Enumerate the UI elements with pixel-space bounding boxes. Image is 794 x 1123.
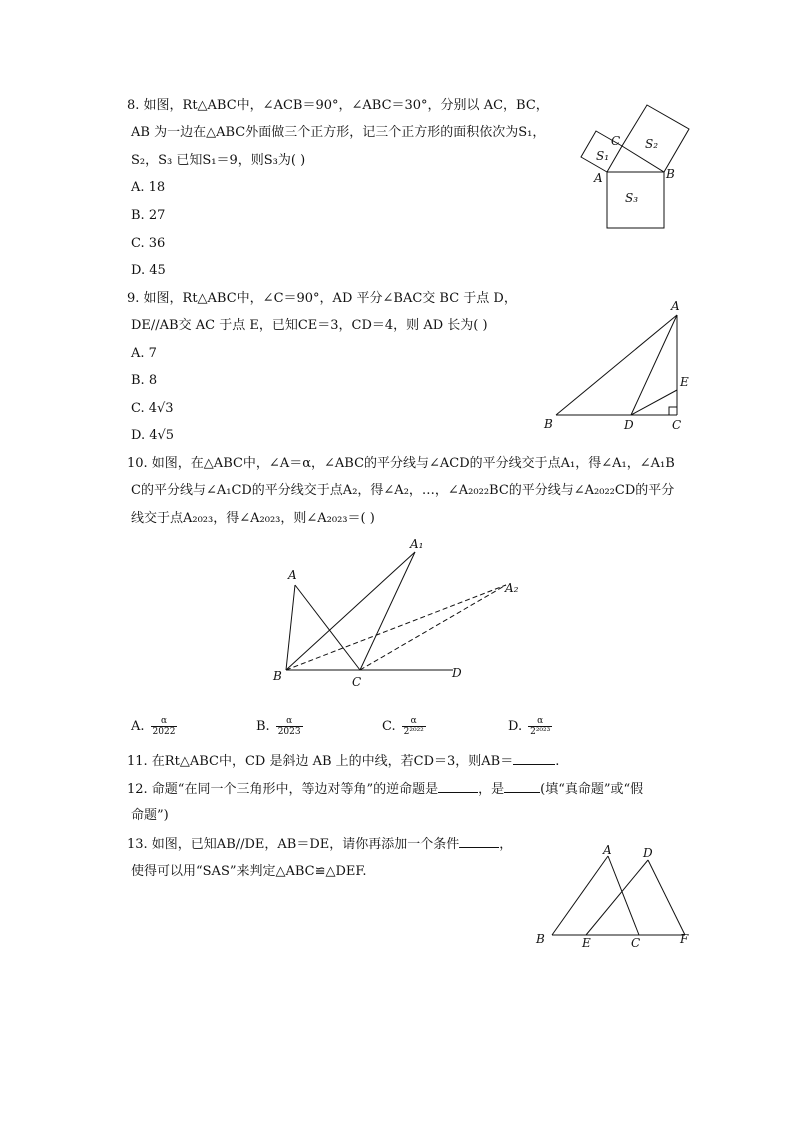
q10-figure: [268, 535, 528, 690]
q10-label-b: B: [273, 669, 282, 683]
q12-line1: 12. 命题“在同一个三角形中，等边对等角”的逆命题是 ，是 (填“真命题”或“假: [127, 782, 644, 797]
q13-figure: [530, 843, 700, 953]
q10-option-a: A. $\frac{\alpha}{2022}$: [131, 716, 176, 737]
q8-option-d: D. 45: [131, 263, 166, 278]
q9-line1: 9. 如图，Rt△ABC中，∠C＝90°，AD 平分∠BAC交 BC 于点 D，: [127, 291, 517, 306]
q9-label-a: A: [671, 299, 680, 313]
q11-answer-blank[interactable]: [513, 752, 555, 765]
q13-label-f: F: [680, 932, 689, 946]
q9-line2: DE//AB交 AC 于点 E，已知CE＝3，CD＝4，则 AD 长为( ): [131, 318, 488, 333]
q13-label-b: B: [536, 932, 545, 946]
q9-option-c: C. 4√3: [131, 401, 174, 416]
q10-option-d: D. $\frac{\alpha}{\text{2²⁰²³}}$: [508, 716, 551, 737]
q8-line2: AB 为一边在△ABC外面做三个正方形，记三个正方形的面积依次为S₁，: [131, 125, 546, 140]
q8-figure: [575, 100, 695, 235]
q12-answer-blank-2[interactable]: [504, 780, 540, 793]
q8-option-a: A. 18: [131, 180, 166, 195]
q9-label-e: E: [680, 375, 689, 389]
q10-label-a1: A₁: [410, 537, 424, 551]
q10-label-a: A: [288, 568, 297, 582]
q11-line: 11. 在Rt△ABC中，CD 是斜边 AB 上的中线，若CD＝3，则AB＝ .: [127, 754, 560, 769]
q12-line2: 命题”): [131, 808, 169, 823]
q10-line3: 线交于点A₂₀₂₃，得∠A₂₀₂₃，则∠A₂₀₂₃＝( ): [131, 511, 375, 526]
q8-label-s3: S₃: [625, 191, 639, 205]
q9-figure: [538, 298, 698, 438]
q8-label-s1: S₁: [596, 149, 610, 163]
q9-label-c: C: [672, 418, 682, 432]
q13-line2: 使得可以用“SAS”来判定△ABC≌△DEF.: [131, 864, 367, 879]
q13-answer-blank[interactable]: [459, 835, 499, 848]
q10-label-c: C: [352, 675, 362, 689]
q10-label-d: D: [452, 666, 462, 680]
q10-line1: 10. 如图，在△ABC中，∠A＝α，∠ABC的平分线与∠ACD的平分线交于点A₁，得∠A₁，∠A₁B: [127, 456, 675, 471]
q10-line2: C的平分线与∠A₁CD的平分线交于点A₂，得∠A₂，…，∠A₂₀₂₂BC的平分线与∠A₂₀₂₂CD的平分: [131, 483, 675, 498]
q13-line1: 13. 如图，已知AB//DE，AB＝DE，请你再添加一个条件 ，: [127, 837, 513, 852]
q12-answer-blank-1[interactable]: [438, 780, 478, 793]
q9-option-d: D. 4√5: [131, 428, 175, 443]
q8-label-b: B: [666, 167, 675, 181]
q8-label-a: A: [594, 171, 603, 185]
q8-label-c: C: [611, 134, 621, 148]
q8-option-c: C. 36: [131, 236, 166, 251]
q13-label-c: C: [631, 936, 641, 950]
q10-label-a2: A₂: [505, 581, 519, 595]
q13-label-d: D: [643, 846, 653, 860]
q9-label-d: D: [624, 418, 634, 432]
q10-option-b: B. $\frac{\alpha}{2023}$: [256, 716, 301, 737]
q9-option-b: B. 8: [131, 373, 158, 388]
q8-option-b: B. 27: [131, 208, 166, 223]
q10-option-c: C. $\frac{\alpha}{\text{2²⁰²²}}$: [382, 716, 424, 737]
q9-option-a: A. 7: [131, 346, 157, 361]
q8-line1: 8. 如图，Rt△ABC中，∠ACB＝90°，∠ABC＝30°，分别以 AC，BC，: [127, 98, 549, 113]
q13-label-a: A: [603, 843, 612, 857]
q8-label-s2: S₂: [645, 137, 659, 151]
q8-line3: S₂，S₃ 已知S₁＝9，则S₃为( ): [131, 153, 306, 168]
q9-label-b: B: [544, 417, 553, 431]
q13-label-e: E: [582, 936, 591, 950]
